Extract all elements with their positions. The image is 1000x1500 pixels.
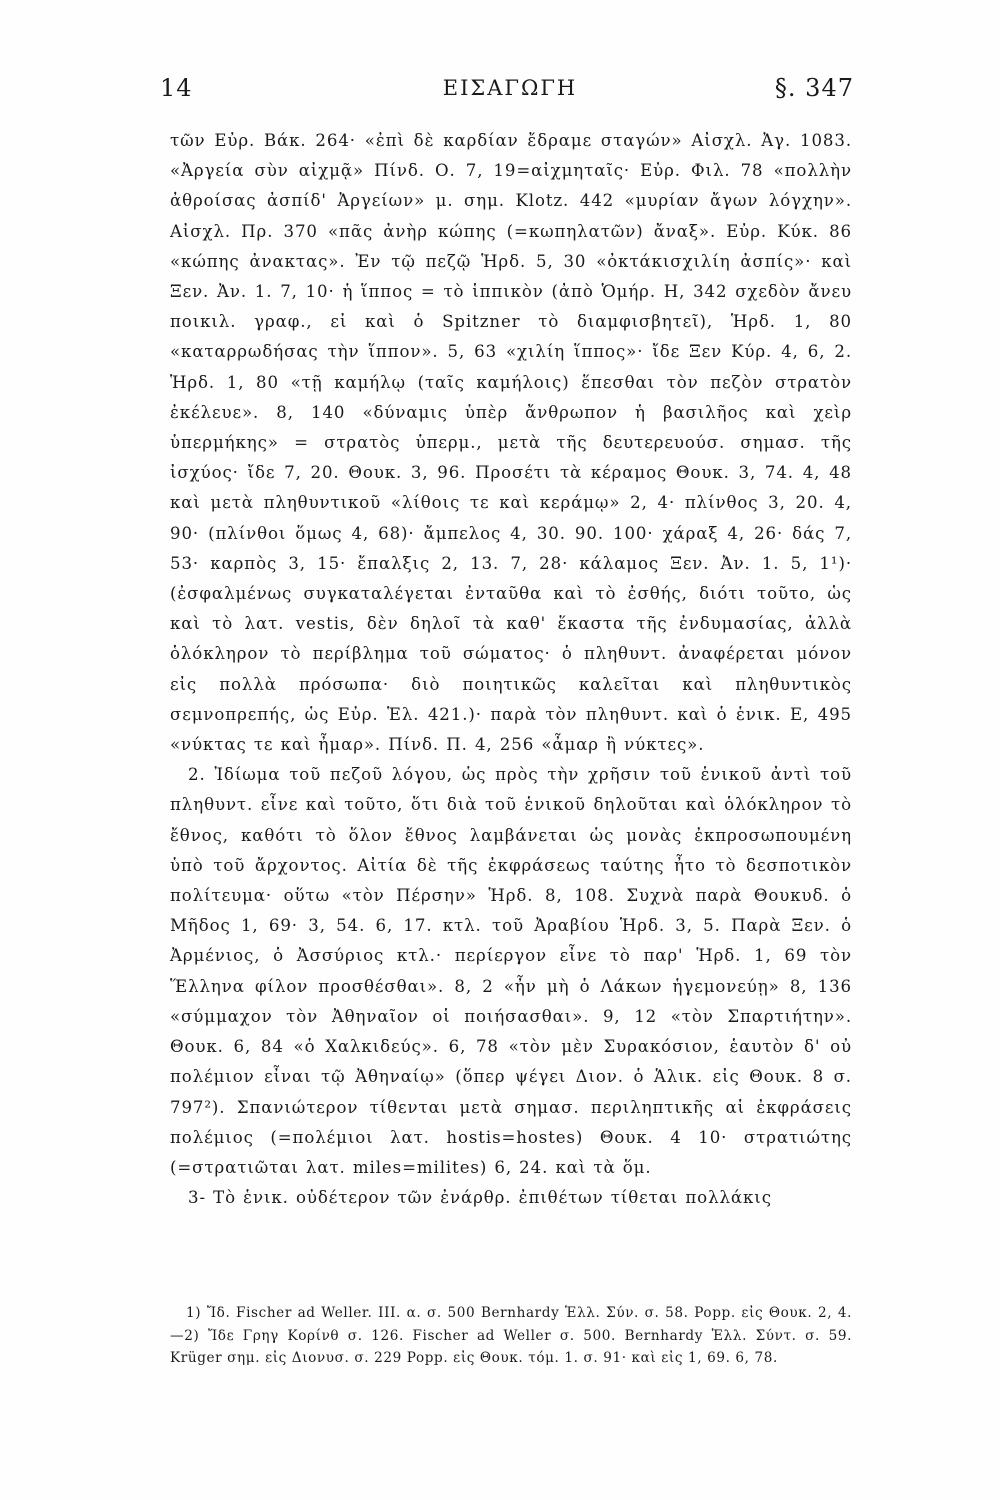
paragraph-3: 3- Τὸ ἑνικ. οὐδέτερον τῶν ἐνάρθρ. ἐπιθέτων τίθεται πολλάκις <box>188 1188 772 1208</box>
footnotes <box>170 1302 852 1370</box>
running-head <box>160 74 860 114</box>
running-title: ΕΙΣΑΓΩΓΗ <box>442 76 578 100</box>
page-number: 14 <box>160 74 193 102</box>
footnote: 1) Ἴδ. Fischer ad Weller. III. α. σ. 500 Bernhardy Ἑλλ. Σύν. σ. 58. Popp. εἰς Θουκ. 2, 4.—2) Ἴδε Γρηγ Κορίνθ σ. 126. Fischer ad Weller σ. 500. Bernhardy Ἑλλ. Σύντ. σ. 59. Krüger σημ. εἰς Διονυσ. σ. 229 Popp. εἰς Θουκ. τόμ. 1. σ. 91· καὶ εἰς 1, 69. 6, 78. <box>170 1305 852 1367</box>
main-text <box>170 126 852 1213</box>
paragraph-2: 2. Ἰδίωμα τοῦ πεζοῦ λόγου, ὡς πρὸς τὴν χρῆσιν τοῦ ἑνικοῦ ἀντὶ τοῦ πληθυντ. εἶνε καὶ τοῦτο, ὅτι διὰ τοῦ ἑνικοῦ δηλοῦται καὶ ὁλόκληρον τὸ ἔθνος, καθότι τὸ ὅλον ἔθνος λαμβάνεται ὡς μονὰς ἐκπροσωπουμένη ὑπὸ τοῦ ἄρχοντος. Αἰτία δὲ τῆς ἐκφράσεως ταύτης ἦτο τὸ δεσποτικὸν πολίτευμα· οὕτω «τὸν Πέρσην» Ἡρδ. 8, 108. Συχνὰ παρὰ Θουκυδ. ὁ Μῆδος 1, 69· 3, 54. 6, 17. κτλ. τοῦ Ἀραβίου Ἡρδ. 3, 5. Παρὰ Ξεν. ὁ Ἀρμένιος, ὁ Ἀσσύριος κτλ.· περίεργον εἶνε τὸ παρ' Ἡρδ. 1, 69 τὸν Ἕλληνα φίλον προσθέσθαι». 8, 2 «ἦν μὴ ὁ Λάκων ἡγεμονεύῃ» 8, 136 «σύμμαχον τὸν Ἀθηναῖον οἱ ποιήσασθαι». 9, 12 «τὸν Σπαρτιήτην». Θουκ. 6, 84 «ὁ Χαλκιδεύς». 6, 78 «τὸν μὲν Συρακόσιον, ἑαυτὸν δ' οὐ πολέμιον εἶναι τῷ Ἀθηναίῳ» (ὅπερ ψέγει Διον. ὁ Ἁλικ. εἰς Θουκ. 8 σ. 797²). Σπανιώτερον τίθενται μετὰ σημασ. περιληπτικῆς αἱ ἐκφράσεις πολέμιος (=πολέμιοι λατ. hostis=hostes) Θουκ. 4 10· στρατιώτης (=στρατιῶται λατ. miles=milites) 6, 24. καὶ τὰ ὅμ. <box>170 765 852 1177</box>
paragraph-continuation: τῶν Εὐρ. Βάκ. 264· «ἐπὶ δὲ καρδίαν ἔδραμε σταγών» Αἰσχλ. Ἀγ. 1083. «Ἀργεία σὺν αἰχμᾷ» Πίνδ. Ο. 7, 19=αἰχμηταῖς· Εὐρ. Φιλ. 78 «πολλὴν ἀθροίσας ἀσπίδ' Ἀργείων» μ. σημ. Klotz. 442 «μυρίαν ἄγων λόγχην». Αἰσχλ. Πρ. 370 «πᾶς ἀνὴρ κώπης (=κωπηλατῶν) ἄναξ». Εὐρ. Κύκ. 86 «κώπης ἀνακτας». Ἐν τῷ πεζῷ Ἡρδ. 5, 30 «ὀκτάκισχιλίη ἀσπίς»· καὶ Ξεν. Ἀν. 1. 7, 10· ἡ ἵππος = τὸ ἱππικὸν (ἀπὸ Ὁμήρ. Η, 342 σχεδὸν ἄνευ ποικιλ. γραφ., εἰ καὶ ὁ Spitzner τὸ διαμφισβητεῖ), Ἡρδ. 1, 80 «καταρρωδήσας τὴν ἵππον». 5, 63 «χιλίη ἵππος»· ἴδε Ξεν Κύρ. 4, 6, 2. Ἡρδ. 1, 80 «τῇ καμήλῳ (ταῖς καμήλοις) ἕπεσθαι τὸν πεζὸν στρατὸν ἐκέλευε». 8, 140 «δύναμις ὑπὲρ ἄνθρωπον ἡ βασιλῆος καὶ χεὶρ ὑπερμήκης» = στρατὸς ὑπερμ., μετὰ τῆς δευτερευούσ. σημασ. τῆς ἰσχύος· ἴδε 7, 20. Θουκ. 3, 96. Προσέτι τὰ κέραμος Θουκ. 3, 74. 4, 48 καὶ μετὰ πληθυντικοῦ «λίθοις τε καὶ κεράμῳ» 2, 4· πλίνθος 3, 20. 4, 90· (πλίνθοι ὅμως 4, 68)· ἄμπελος 4, 30. 90. 100· χάραξ 4, 26· δάς 7, 53· καρπὸς 3, 15· ἔπαλξις 2, 13. 7, 28· κάλαμος Ξεν. Ἀν. 1. 5, 1¹)· (ἐσφαλμένως συγκαταλέγεται ἐνταῦθα καὶ τὸ ἐσθής, διότι τοῦτο, ὡς καὶ τὸ λατ. vestis, δὲν δηλοῖ τὰ καθ' ἕκαστα τῆς ἐνδυμασίας, ἀλλὰ ὁλόκληρον τὸ περίβλημα τοῦ σώματος· ὁ πληθυντ. ἀναφέρεται μόνον εἰς πολλὰ πρόσωπα· διὸ ποιητικῶς καλεῖται καὶ πληθυντικὸς σεμνοπρεπής, ὡς Εὐρ. Ἑλ. 421.)· παρὰ τὸν πληθυντ. καὶ ὁ ἑνικ. Ε, 495 «νύκτας τε καὶ ἦμαρ». Πίνδ. Π. 4, 256 «ἆμαρ ἢ νύκτες». <box>170 131 852 755</box>
section-reference: §. 347 <box>774 74 854 102</box>
